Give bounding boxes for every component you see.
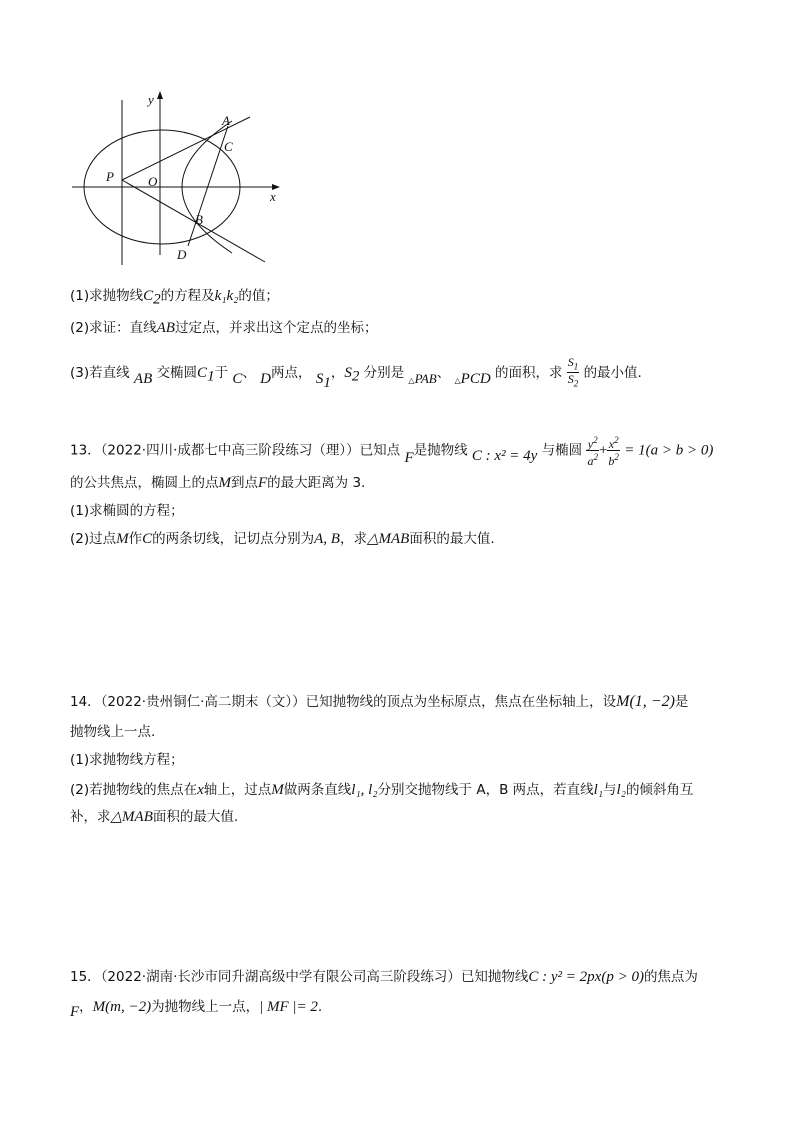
q14-part2-line2: 补，求△MAB面积的最大值. xyxy=(70,809,239,825)
q12-part3: (3)若直线 AB 交椭圆$C_1$于 C、 D两点， $S_1$，$S_2$ 分别是 $_\triangle$PAB、 $_\triangle$PCD 的面积，求 $\frac{S_1}{S_2}$ 的最小值. xyxy=(70,355,642,391)
q13-part2: (2)过点M作C的两条切线，记切点分别为A, B，求△MAB面积的最大值. xyxy=(70,531,495,547)
q14-stem-line2: 抛物线上一点. xyxy=(70,724,156,740)
y2-over-a2-fraction: $\frac{y^2}{a^2}$ xyxy=(587,435,598,468)
q15-stem-line2: F，M(m, −2)为抛物线上一点，| MF |= 2. xyxy=(70,999,323,1020)
label-x: x xyxy=(270,189,276,204)
x2-over-b2-fraction: $\frac{x^2}{b^2}$ xyxy=(608,435,619,468)
label-a: A xyxy=(222,113,230,128)
label-b: B xyxy=(195,212,203,227)
q12-part2: (2)求证：直线AB过定点，并求出这个定点的坐标； xyxy=(70,320,378,336)
label-d: D xyxy=(177,247,187,262)
chord-ad xyxy=(188,126,228,246)
y-axis-arrow xyxy=(157,91,163,99)
q14-part2-line1: (2)若抛物线的焦点在x轴上，过点M做两条直线l₁, l₂分别交抛物线于 A，B 两点，若直线l₁与l₂的倾斜角互 xyxy=(70,782,694,798)
label-p: P xyxy=(106,169,114,184)
q14-stem-line1: 14．（2022·贵州铜仁·高二期末（文））已知抛物线的顶点为坐标原点，焦点在坐标轴上，设M(1, −2)是 xyxy=(70,693,689,710)
q14-part1: (1)求抛物线方程； xyxy=(70,752,184,768)
q15-stem-line1: 15．（2022·湖南·长沙市同升湖高级中学有限公司高三阶段练习）已知抛物线C : y² = 2px(p > 0)的焦点为 xyxy=(70,969,698,985)
tangent-line-pb xyxy=(122,180,265,262)
label-c: C xyxy=(224,139,233,154)
q13-stem-line2: 的公共焦点，椭圆上的点M到点F的最大距离为 3. xyxy=(70,475,366,491)
s1-over-s2-fraction: $\frac{S_1}{S_2}$ xyxy=(567,355,579,389)
q13-stem-line1: 13．（2022·四川·成都七中高三阶段练习（理））已知点 F是抛物线 C : x² = 4y 与椭圆 $\frac{y^2}{a^2}$ + $\frac{x^2}{b^2}$ = 1(a > b > 0) xyxy=(70,435,714,468)
label-o: O xyxy=(148,174,158,189)
geometry-figure xyxy=(60,85,300,270)
q13-part1: (1)求椭圆的方程； xyxy=(70,503,184,519)
label-y: y xyxy=(148,92,154,107)
q12-part1: (1)求抛物线$C_2$的方程及k₁k₂的值； xyxy=(70,288,279,308)
